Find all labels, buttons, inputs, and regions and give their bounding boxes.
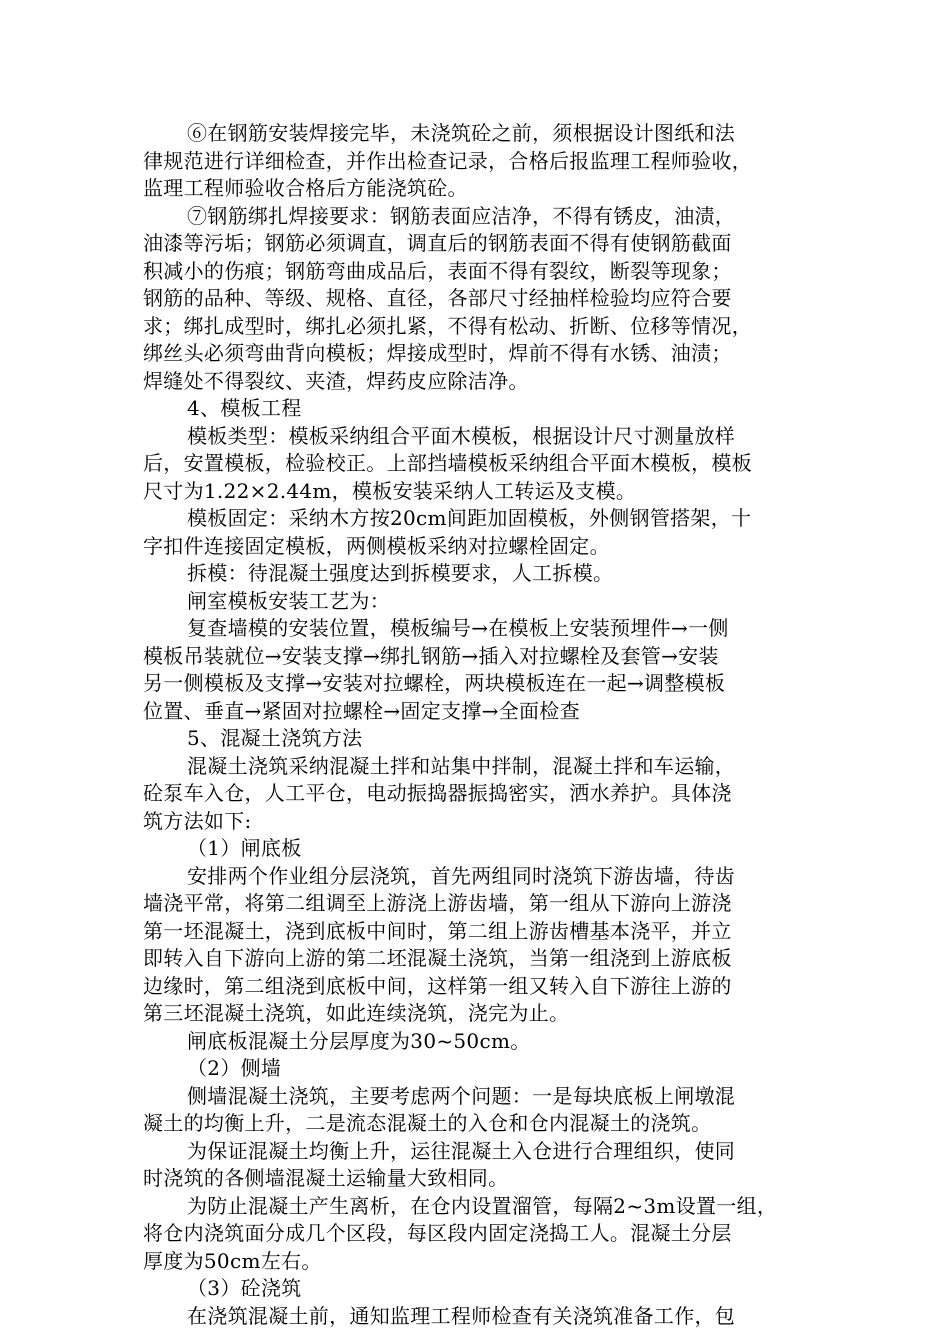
text-line: 复查墙模的安装位置，模板编号→在模板上安装预埋件→一侧 <box>187 616 729 640</box>
text-line: 模板吊装就位→安装支撑→绑扎钢筋→插入对拉螺栓及套管→安装 <box>143 643 719 668</box>
text-line: 为保证混凝土均衡上升，运往混凝土入仓进行合理组织，使同 <box>187 1138 736 1163</box>
text-line: 边缘时，第二组浇到底板中间，这样第一组又转入自下游往上游的 <box>143 973 732 998</box>
text-line: 求；绑扎成型时，绑扎必须扎紧，不得有松动、折断、位移等情况， <box>143 313 752 338</box>
text-line: 砼泵车入仓，人工平仓，电动振捣器振捣密实，洒水养护。具体浇 <box>143 781 732 805</box>
text-line: 第三坯混凝土浇筑，如此连续浇筑，浇完为止。 <box>143 1001 570 1025</box>
text-line: 模板类型：模板采纳组合平面木模板，根据设计尺寸测量放样 <box>187 423 736 448</box>
text-line: 时浇筑的各侧墙混凝土运输量大致相同。 <box>143 1166 509 1190</box>
text-line: ⑦钢筋绑扎焊接要求：钢筋表面应洁净，不得有锈皮，油渍， <box>187 203 736 228</box>
text-line: ⑥在钢筋安装焊接完毕，未浇筑砼之前，须根据设计图纸和法 <box>187 121 736 145</box>
text-line: 监理工程师验收合格后方能浇筑砼。 <box>143 176 468 200</box>
text-line: 墙浇平常，将第二组调至上游浇上游齿墙，第一组从下游向上游浇 <box>143 891 732 915</box>
text-line: 将仓内浇筑面分成几个区段，每区段内固定浇捣工人。混凝土分层 <box>143 1221 732 1245</box>
text-line: 模板固定：采纳木方按20cm间距加固模板，外侧钢管搭架，十 <box>187 506 752 530</box>
text-line: 油漆等污垢；钢筋必须调直，调直后的钢筋表面不得有使钢筋截面 <box>143 231 732 255</box>
text-line: 凝土的均衡上升，二是流态混凝土的入仓和仓内混凝土的浇筑。 <box>143 1111 712 1135</box>
text-line: 后，安置模板，检验校正。上部挡墙模板采纳组合平面木模板，模板 <box>143 451 752 475</box>
text-line: 位置、垂直→紧固对拉螺栓→固定支撑→全面检查 <box>143 698 580 723</box>
text-line: （3）砼浇筑 <box>187 1276 302 1300</box>
text-line: 钢筋的品种、等级、规格、直径，各部尺寸经抽样检验均应符合要 <box>143 286 732 310</box>
text-line: 5、混凝土浇筑方法 <box>187 726 363 750</box>
text-line: 为防止混凝土产生离析，在仓内设置溜管，每隔2~3m设置一组， <box>187 1193 778 1218</box>
text-line: 4、模板工程 <box>187 396 302 420</box>
text-line: 积减小的伤痕；钢筋弯曲成品后，表面不得有裂纹，断裂等现象； <box>143 258 732 283</box>
text-line: 绑丝头必须弯曲背向模板；焊接成型时，焊前不得有水锈、油渍； <box>143 341 732 365</box>
text-line: 安排两个作业组分层浇筑，首先两组同时浇筑下游齿墙，待齿 <box>187 863 736 888</box>
text-line: （2）侧墙 <box>187 1056 282 1080</box>
text-line: 字扣件连接固定模板，两侧模板采纳对拉螺栓固定。 <box>143 533 610 558</box>
document-body <box>143 120 811 1330</box>
text-line: 闸底板混凝土分层厚度为30~50cm。 <box>187 1028 531 1053</box>
text-line: 拆模：待混凝土强度达到拆模要求，人工拆模。 <box>187 561 614 585</box>
text-line: 律规范进行详细检查，并作出检查记录，合格后报监理工程师验收， <box>143 148 752 173</box>
text-line: 在浇筑混凝土前，通知监理工程师检查有关浇筑准备工作，包 <box>187 1303 736 1328</box>
text-line: 另一侧模板及支撑→安装对拉螺栓，两块模板连在一起→调整模板 <box>143 671 726 695</box>
text-line: 焊缝处不得裂纹、夹渣，焊药皮应除洁净。 <box>143 368 529 393</box>
text-line: 闸室模板安装工艺为： <box>187 588 390 613</box>
text-line: 即转入自下游向上游的第二坯混凝土浇筑，当第一组浇到上游底板 <box>143 946 732 970</box>
text-line: 筑方法如下: <box>143 808 252 833</box>
text-line: 尺寸为1.22×2.44m，模板安装采纳人工转运及支模。 <box>143 478 637 503</box>
text-line: 厚度为50cm左右。 <box>143 1248 322 1273</box>
text-line: 侧墙混凝土浇筑，主要考虑两个问题：一是每块底板上闸墩混 <box>187 1083 736 1108</box>
text-line: 混凝土浇筑采纳混凝土拌和站集中拌制，混凝土拌和车运输， <box>187 753 736 778</box>
text-line: 第一坯混凝土，浇到底板中间时，第二组上游齿槽基本浇平，并立 <box>143 918 732 943</box>
text-line: （1）闸底板 <box>187 836 302 860</box>
